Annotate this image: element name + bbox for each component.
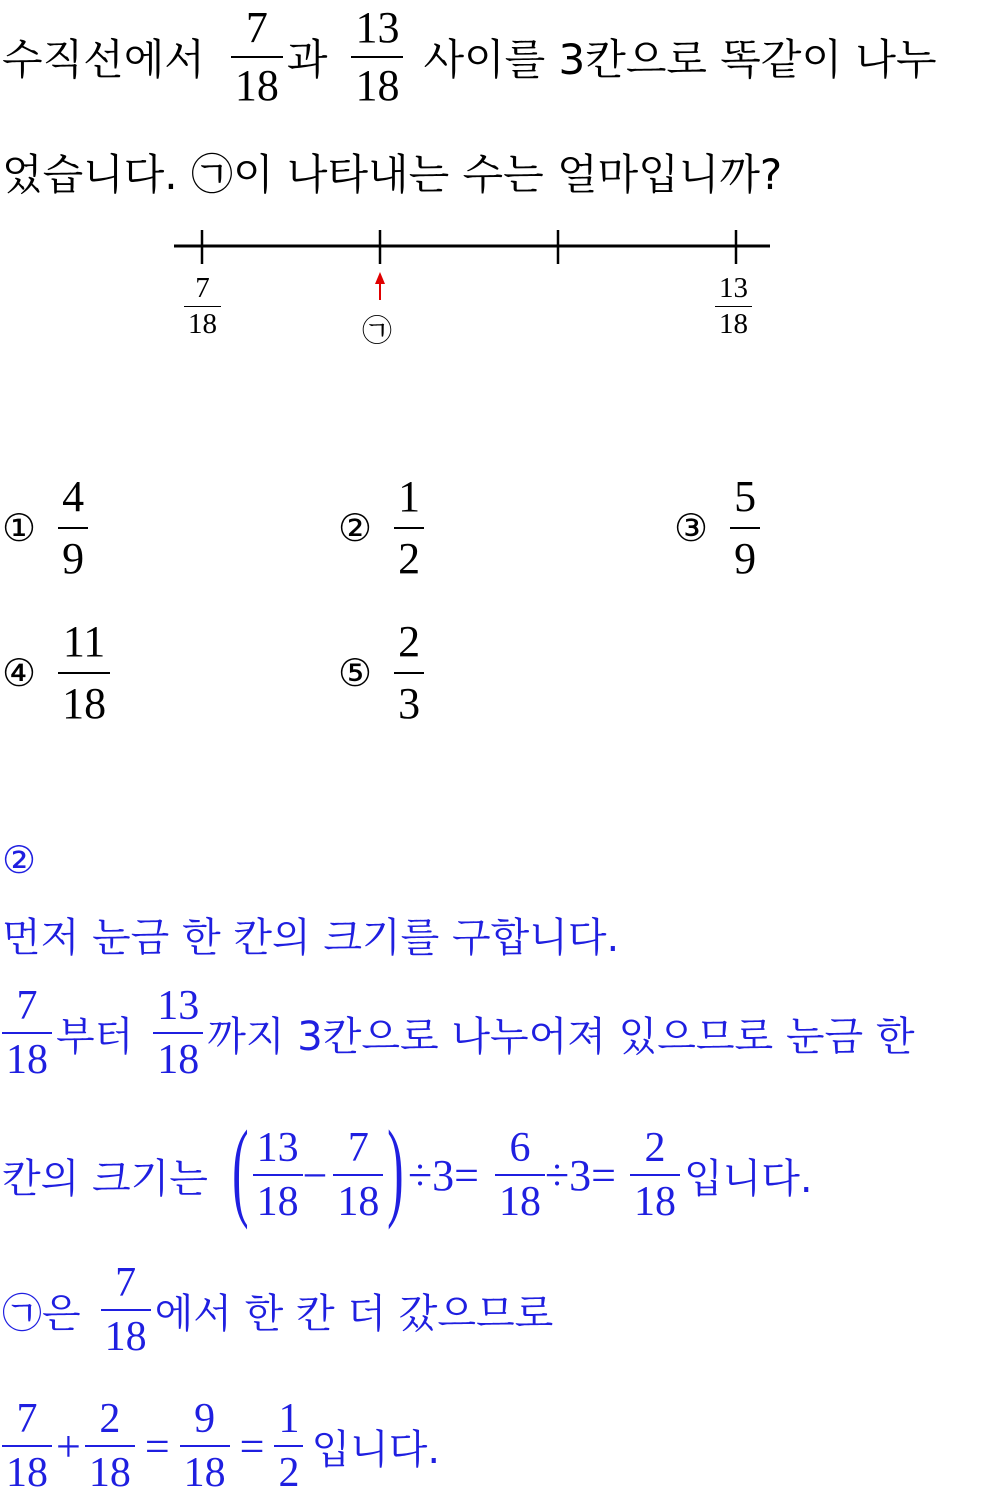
fraction [2, 1398, 52, 1494]
fraction-numerator: 13 [719, 272, 748, 304]
fraction [274, 1398, 303, 1494]
choice-fraction [58, 617, 110, 728]
fraction-bar [333, 1174, 383, 1176]
fraction-denominator: 18 [234, 61, 279, 110]
fraction-numerator: 7 [245, 3, 268, 52]
fraction-numerator: 2 [644, 1125, 666, 1171]
fraction-numerator: 11 [62, 617, 106, 666]
fraction-bar [394, 672, 424, 674]
fraction-denominator: 18 [256, 1179, 299, 1225]
fraction-bar [630, 1174, 680, 1176]
fraction-numerator: 7 [347, 1125, 369, 1171]
fraction-bar [153, 1032, 203, 1034]
fraction-denominator: 2 [278, 1450, 300, 1496]
fraction-denominator: 18 [157, 1037, 200, 1083]
fraction-bar [394, 527, 424, 529]
number-line [160, 220, 780, 300]
choice-3[interactable] [674, 472, 760, 583]
fraction-denominator: 9 [62, 534, 85, 583]
fraction-numerator: 4 [62, 472, 85, 521]
fraction [85, 1398, 135, 1494]
solution-text: 까지 3칸으로 나누어져 있으므로 눈금 한 [207, 1013, 915, 1060]
choice-2[interactable] [338, 472, 424, 583]
fraction-bar [85, 1445, 135, 1447]
solution-text: 부터 [56, 1013, 134, 1060]
fraction-denominator: 18 [337, 1179, 380, 1225]
fraction-bar [730, 527, 760, 529]
question-text-part2: 과 [286, 35, 328, 84]
question-text-part3: 사이를 3칸으로 똑같이 나누 [423, 35, 937, 84]
question-line-1 [2, 2, 937, 112]
choice-fraction [394, 472, 424, 583]
solution-text: 입니다. [683, 1155, 813, 1202]
choice-number: ② [338, 506, 373, 550]
solution-text: 에서 한 칸 더 갔으므로 [154, 1290, 554, 1337]
fraction-bar [351, 56, 403, 58]
fraction-bar [715, 306, 752, 307]
solution-text: 칸의 크기는 [2, 1155, 208, 1202]
fraction-numerator: 1 [398, 472, 421, 521]
question-text-part1: 수직선에서 [2, 35, 205, 84]
choice-number: ① [2, 506, 37, 550]
choice-number: ④ [2, 651, 37, 695]
equals-sign: = [239, 1421, 265, 1471]
choice-fraction [58, 472, 88, 583]
fraction-denominator: 18 [104, 1314, 147, 1360]
left-parenthesis: ( [231, 1108, 249, 1230]
fraction-bar [101, 1309, 151, 1311]
fraction [180, 1398, 230, 1494]
fraction-numerator: 9 [194, 1396, 216, 1442]
fraction-denominator: 18 [719, 308, 748, 340]
fraction-denominator: 18 [6, 1037, 48, 1083]
fraction-numerator: 1 [278, 1396, 300, 1442]
fraction-bar [2, 1445, 52, 1447]
fraction [2, 985, 52, 1081]
solution-text: ㉠은 [2, 1290, 81, 1337]
fraction-bar [58, 527, 88, 529]
fraction-bar [495, 1174, 545, 1176]
fraction-numerator: 13 [256, 1125, 299, 1171]
plus-sign: + [56, 1421, 81, 1471]
choice-1[interactable] [2, 472, 88, 583]
fraction-denominator: 3 [398, 679, 421, 728]
fraction-numerator: 5 [734, 472, 757, 521]
number-line-start-label [184, 274, 221, 339]
solution-text: 입니다. [311, 1426, 441, 1473]
solution-line-2 [2, 985, 915, 1081]
choice-5[interactable] [338, 617, 424, 728]
question-line-2: 었습니다. ㉠이 나타내는 수는 얼마입니까? [2, 150, 783, 199]
fraction-numerator: 7 [16, 983, 38, 1029]
solution-line-5 [2, 1398, 440, 1494]
fraction-bar [184, 306, 221, 307]
fraction-denominator: 18 [355, 61, 400, 110]
fraction-bar [253, 1174, 303, 1176]
fraction-denominator: 18 [183, 1450, 226, 1496]
choice-4[interactable] [2, 617, 110, 728]
fraction-denominator: 18 [499, 1179, 541, 1225]
fraction-numerator: 2 [99, 1396, 121, 1442]
choice-fraction [730, 472, 760, 583]
choice-fraction [394, 617, 424, 728]
operator-text: ÷3= [545, 1150, 616, 1200]
fraction-denominator: 18 [188, 308, 217, 340]
fraction-numerator: 7 [195, 272, 210, 304]
fraction [101, 1262, 151, 1358]
fraction-numerator: 2 [398, 617, 421, 666]
fraction [495, 1127, 545, 1223]
fraction-denominator: 9 [734, 534, 757, 583]
solution-line-3 [2, 1108, 813, 1230]
fraction-numerator: 6 [509, 1125, 531, 1171]
red-arrow-head [375, 272, 385, 284]
fraction-bar [231, 56, 283, 58]
minus-sign: − [302, 1150, 328, 1200]
operator-text: ÷3= [408, 1150, 479, 1200]
question-fraction-start [231, 3, 283, 110]
solution-line-1: 먼저 눈금 한 칸의 크기를 구합니다. [2, 915, 620, 961]
choice-number: ③ [674, 506, 709, 550]
fraction-numerator: 13 [157, 983, 200, 1029]
fraction-bar [2, 1032, 52, 1034]
fraction-numerator: 13 [355, 3, 400, 52]
fraction-numerator: 7 [115, 1260, 137, 1306]
fraction-bar [180, 1445, 230, 1447]
marker-label: ㉠ [362, 314, 392, 349]
choice-number: ⑤ [338, 651, 373, 695]
fraction [153, 985, 203, 1081]
fraction-denominator: 2 [398, 534, 421, 583]
fraction [333, 1127, 383, 1223]
fraction [253, 1127, 303, 1223]
fraction-bar [58, 672, 110, 674]
number-line-end-label [715, 274, 752, 339]
solution-line-4 [2, 1262, 553, 1358]
fraction-denominator: 18 [88, 1450, 131, 1496]
fraction-bar [274, 1445, 303, 1447]
fraction [630, 1127, 680, 1223]
fraction-denominator: 18 [62, 679, 107, 728]
right-parenthesis: ) [387, 1108, 404, 1230]
question-fraction-end [351, 3, 403, 110]
fraction-denominator: 18 [633, 1179, 676, 1225]
fraction-numerator: 7 [16, 1396, 38, 1442]
solution-answer: ② [2, 838, 37, 882]
equals-sign: = [144, 1421, 170, 1471]
fraction-denominator: 18 [6, 1450, 48, 1496]
